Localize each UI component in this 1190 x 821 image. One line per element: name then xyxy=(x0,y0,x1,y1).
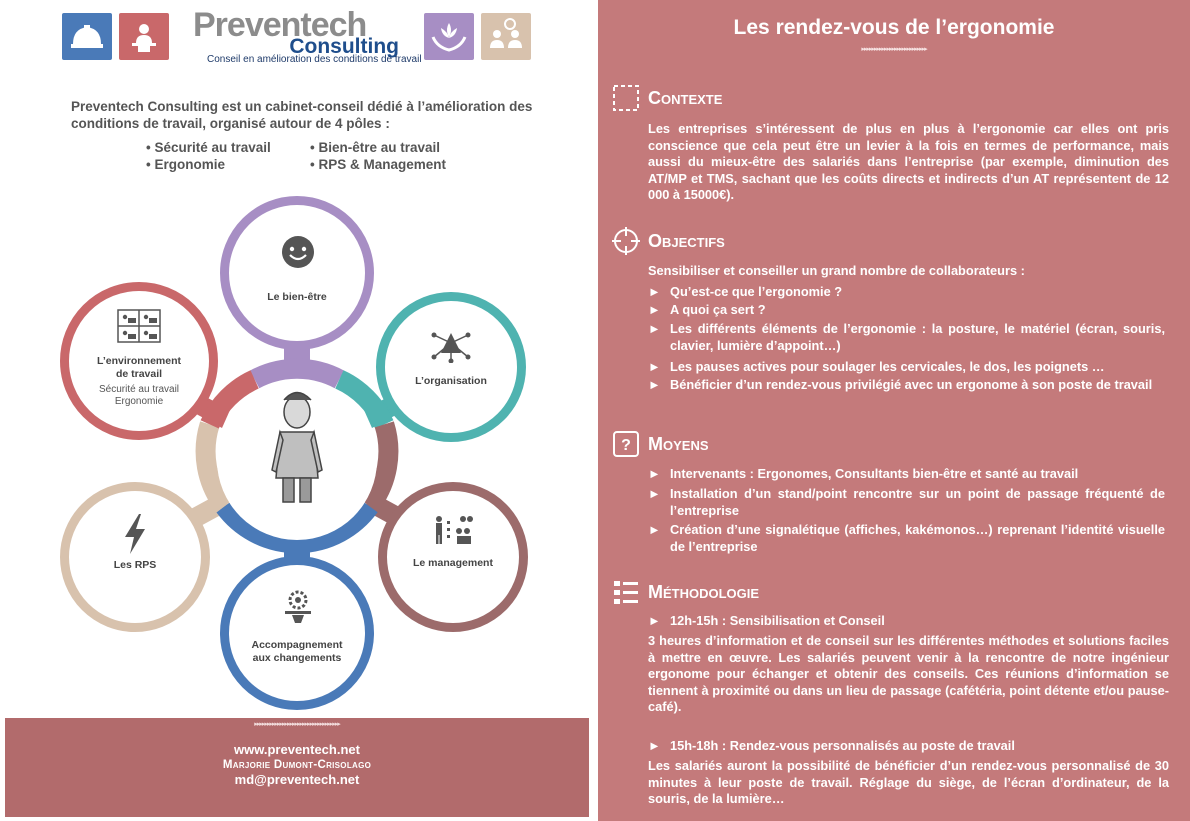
pole-item: • RPS & Management xyxy=(310,157,447,172)
contact-name: Marjorie Dumont-Crisolago xyxy=(222,759,372,771)
list-item: ► Les pauses actives pour soulager les cervicales, le dos, les poignets … xyxy=(648,359,1105,374)
decorative-arrows: ▸▸▸▸▸▸▸▸▸▸▸▸▸▸▸▸▸▸▸▸▸▸▸▸▸▸▸▸▸▸▸▸▸▸ xyxy=(254,721,340,728)
node-bienetre: Le bien-être xyxy=(220,196,374,350)
office-desks-icon xyxy=(117,309,161,343)
ring-arc-bienetre xyxy=(255,369,340,380)
management-icon xyxy=(433,515,475,545)
network-icon xyxy=(431,327,471,363)
decorative-arrows: ▸▸▸▸▸▸▸▸▸▸▸▸▸▸▸▸▸▸▸▸▸▸▸▸▸▸ xyxy=(861,46,927,53)
pole-item: • Bien-être au travail xyxy=(310,140,441,155)
list-item: ► Création d’une signalétique (affiches, kakémonos…) reprenant l’identité visuelle de l’entreprise xyxy=(648,522,1165,554)
page-title: Les rendez-vous de l’ergonomie xyxy=(733,16,1055,39)
step-text: Les salariés auront la possibilité de bénéficier d’un rendez-vous personnalisé de 30 minutes à leur poste de travail. Réglage du siège, de l’écran d’ordinateur, de la souris, de la lumière… xyxy=(648,758,1169,806)
question-box-icon xyxy=(612,430,640,458)
email-link[interactable]: md@preventech.net xyxy=(234,772,360,787)
node-management: Le management xyxy=(378,482,528,632)
section-methodologie-heading: Méthodologie xyxy=(612,578,759,606)
contexte-text: Les entreprises s’intéressent de plus en plus à l’ergonomie car elles ont pris conscience que cela peut être un levier à la fois en termes de performance, mais aussi du mieux-être des salariés dans l’entreprise (par exemple, diminution des AT/MP et TMS, sachant que les coûts directs et indirects d’un AT représentent de 12 000 à 15000€). xyxy=(648,121,1169,202)
svg-text:?: ? xyxy=(621,437,631,454)
company-tagline: Conseil en amélioration des conditions de travail xyxy=(207,54,422,65)
node-rps: Les RPS xyxy=(60,482,210,632)
pole-item: • Ergonomie xyxy=(146,157,225,172)
node-organisation: L’organisation xyxy=(376,292,526,442)
target-icon xyxy=(612,227,640,255)
list-item: ► Bénéficier d’un rendez-vous privilégié avec un ergonome à son poste de travail xyxy=(648,377,1153,392)
website-link[interactable]: www.preventech.net xyxy=(234,742,360,757)
pole-item: • Sécurité au travail xyxy=(146,140,271,155)
smile-icon xyxy=(281,235,315,269)
node-environnement: L’environnement de travail Sécurité au travail Ergonomie xyxy=(60,282,218,440)
list-item: ► Intervenants : Ergonomes, Consultants bien-être et santé au travail xyxy=(648,466,1079,481)
list-item: ► A quoi ça sert ? xyxy=(648,302,766,317)
step-text: 3 heures d’information et de conseil sur les différentes méthodes et solutions faciles à mettre en œuvre. Les salariés peuvent venir à la rencontre de notre ingénieur ergonome pour échanger et obtenir des conseils. Ces réunions d’information se tiennent à proximité ou dans un lieu de passage (cafétéria, point détente et/ou pause-café). xyxy=(648,633,1169,714)
gear-person-icon xyxy=(281,589,315,625)
step-title: ► 15h-18h : Rendez-vous personnalisés au poste de travail xyxy=(648,738,1015,753)
intro-text: Preventech Consulting est un cabinet-conseil dédié à l’amélioration des conditions de travail, organisé autour de 4 pôles : xyxy=(71,99,533,131)
dashed-frame-icon xyxy=(612,84,640,112)
section-contexte-heading: Contexte xyxy=(612,84,722,112)
section-objectifs-heading: Objectifs xyxy=(612,227,725,255)
lightning-icon xyxy=(121,513,149,555)
section-moyens-heading: ? Moyens xyxy=(612,430,709,458)
list-item: ► Qu’est-ce que l’ergonomie ? xyxy=(648,284,843,299)
node-accompagnement: Accompagnement aux changements xyxy=(220,556,374,710)
step-title: ► 12h-15h : Sensibilisation et Conseil xyxy=(648,613,885,628)
company-logo: Preventech Consulting xyxy=(193,6,399,58)
objectifs-lead: Sensibiliser et conseiller un grand nombre de collaborateurs : xyxy=(648,263,1025,278)
list-item: ► Les différents éléments de l’ergonomie : la posture, le matériel (écran, souris, clavier, lumière d’appoint…) xyxy=(648,321,1165,353)
list-item: ► Installation d’un stand/point rencontre sur un point de passage fréquenté de l’entreprise xyxy=(648,486,1165,518)
right-panel xyxy=(598,0,1190,821)
contact-footer xyxy=(5,718,589,817)
list-icon xyxy=(612,578,640,606)
